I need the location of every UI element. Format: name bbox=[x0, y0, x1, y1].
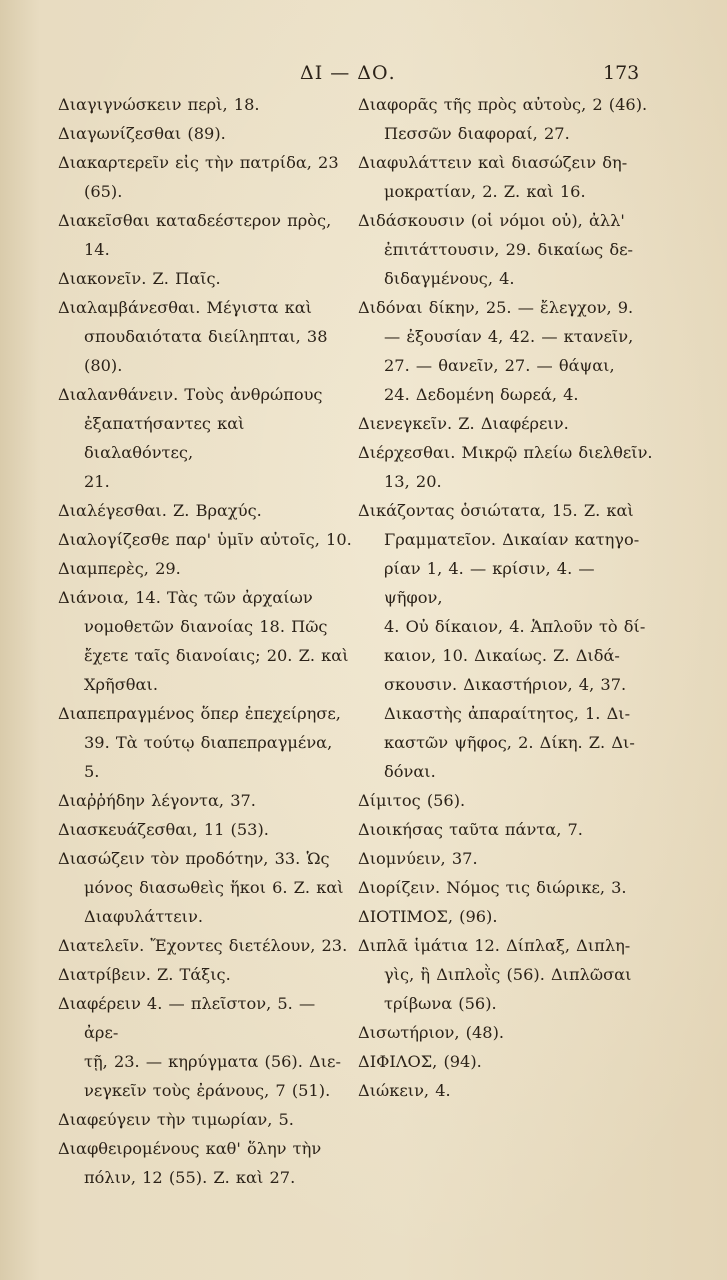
index-entry: Διαφθειρομένους καθ' ὅλην τὴν πόλιν, 12 (55). Ζ. καὶ 27. bbox=[58, 1139, 322, 1187]
index-entry: Δισωτήριον, (48). bbox=[358, 1023, 505, 1042]
index-entry: Διαλανθάνειν. Τοὺς ἀνθρώπους ἐξαπατήσαντες καὶ διαλαθόντες, 21. bbox=[58, 385, 323, 491]
page-header bbox=[0, 58, 727, 90]
index-entry: Διαπεπραγμένος ὅπερ ἐπεχείρησε, 39. Τὰ τούτῳ διαπεπραγμένα, 5. bbox=[58, 704, 341, 781]
index-entry: ΔΙΟΤΙΜΟΣ, (96). bbox=[358, 907, 498, 926]
page-number: 173 bbox=[603, 62, 640, 84]
index-entry: Διαλογίζεσθε παρ' ὑμῖν αὐτοῖς, 10. bbox=[58, 530, 352, 549]
index-entry: Διαλαμβάνεσθαι. Μέγιστα καὶ σπουδαιότατα διείληπται, 38 (80). bbox=[58, 298, 328, 375]
index-entry: Διαφορᾶς τῆς πρὸς αὐτοὺς, 2 (46). Πεσσῶν διαφοραί, 27. bbox=[358, 95, 648, 143]
index-entry: Διοικήσας ταῦτα πάντα, 7. bbox=[358, 820, 583, 839]
running-title: ΔΙ — ΔΟ. bbox=[300, 62, 396, 84]
index-entry: Διατελεῖν. Ἔχοντες διετέλουν, 23. bbox=[58, 936, 348, 955]
index-entry: Διαφεύγειν τὴν τιμωρίαν, 5. bbox=[58, 1110, 294, 1129]
index-entry: Διασώζειν τὸν προδότην, 33. Ὡς μόνος διασωθεὶς ἥκοι 6. Ζ. καὶ Διαφυλάττειν. bbox=[58, 849, 344, 926]
index-entry: Διέρχεσθαι. Μικρῷ πλείω διελθεῖν. 13, 20. bbox=[358, 443, 653, 491]
index-entry: Διορίζειν. Νόμος τις διώρικε, 3. bbox=[358, 878, 627, 897]
index-entry: Διασκευάζεσθαι, 11 (53). bbox=[58, 820, 269, 839]
index-entry: Διπλᾶ ἱμάτια 12. Δίπλαξ, Διπλη- γὶς, ἢ Διπλοῒς (56). Διπλῶσαι τρίβωνα (56). bbox=[358, 936, 632, 1013]
index-entry: Διδάσκουσιν (οἱ νόμοι οὐ), ἀλλ' ἐπιτάττουσιν, 29. δικαίως δε- διδαγμένους, 4. bbox=[358, 211, 633, 288]
index-entry: Διάνοια, 14. Τὰς τῶν ἀρχαίων νομοθετῶν διανοίας 18. Πῶς ἔχετε ταῖς διανοίαις; 20. Ζ. καὶ Χρῆσθαι. bbox=[58, 588, 349, 694]
index-entry: Διομνύειν, 37. bbox=[358, 849, 478, 868]
index-entry: Διακαρτερεῖν εἰς τὴν πατρίδα, 23 (65). bbox=[58, 153, 339, 201]
index-entry: ΔΙΦΙΛΟΣ, (94). bbox=[358, 1052, 482, 1071]
index-entry: Διαμπερὲς, 29. bbox=[58, 559, 181, 578]
index-entry: Διακεῖσθαι καταδεέστερον πρὸς, 14. bbox=[58, 211, 332, 259]
index-entry: Διαῤῥήδην λέγοντα, 37. bbox=[58, 791, 256, 810]
index-entry: Διατρίβειν. Ζ. Τάξις. bbox=[58, 965, 231, 984]
index-entry: Διαγιγνώσκειν περὶ, 18. bbox=[58, 95, 260, 114]
index-entry: Διακονεῖν. Ζ. Παῖς. bbox=[58, 269, 221, 288]
index-entry: Διαφυλάττειν καὶ διασώζειν δη- μοκρατίαν, 2. Ζ. καὶ 16. bbox=[358, 153, 628, 201]
index-entry: Δίμιτος (56). bbox=[358, 791, 466, 810]
index-entry: Διαλέγεσθαι. Ζ. Βραχύς. bbox=[58, 501, 262, 520]
index-entry: Διαφέρειν 4. — πλεῖστον, 5. — ἀρε- τῇ, 23. — κηρύγματα (56). Διε- νεγκεῖν τοὺς ἐράνους, 7 (51). bbox=[58, 994, 341, 1100]
index-entry: Διενεγκεῖν. Ζ. Διαφέρειν. bbox=[358, 414, 569, 433]
index-entry: Διδόναι δίκην, 25. — ἔλεγχον, 9. — ἐξουσίαν 4, 42. — κτανεῖν, 27. — θανεῖν, 27. — θάψαι, 24. Δεδομένη δωρεά, 4. bbox=[358, 298, 634, 404]
right-index-column bbox=[358, 90, 653, 1105]
left-index-column bbox=[58, 90, 353, 1192]
index-entry: Διαγωνίζεσθαι (89). bbox=[58, 124, 226, 143]
index-entry: Δικάζοντας ὁσιώτατα, 15. Ζ. καὶ Γραμματεῖον. Δικαίαν κατηγο- ρίαν 1, 4. — κρίσιν, 4. — ψῆφον, 4. Οὐ δίκαιον, 4. Ἁπλοῦν τὸ δί- καιον, 10. Δικαίως. Ζ. Διδά- σκουσιν. Δικαστήριον, 4, 37. Δικαστὴς ἀπαραίτητος, 1. Δι- καστῶν ψῆφος, 2. Δίκη. Ζ. Δι- δόναι. bbox=[358, 501, 646, 781]
index-entry: Διώκειν, 4. bbox=[358, 1081, 451, 1100]
